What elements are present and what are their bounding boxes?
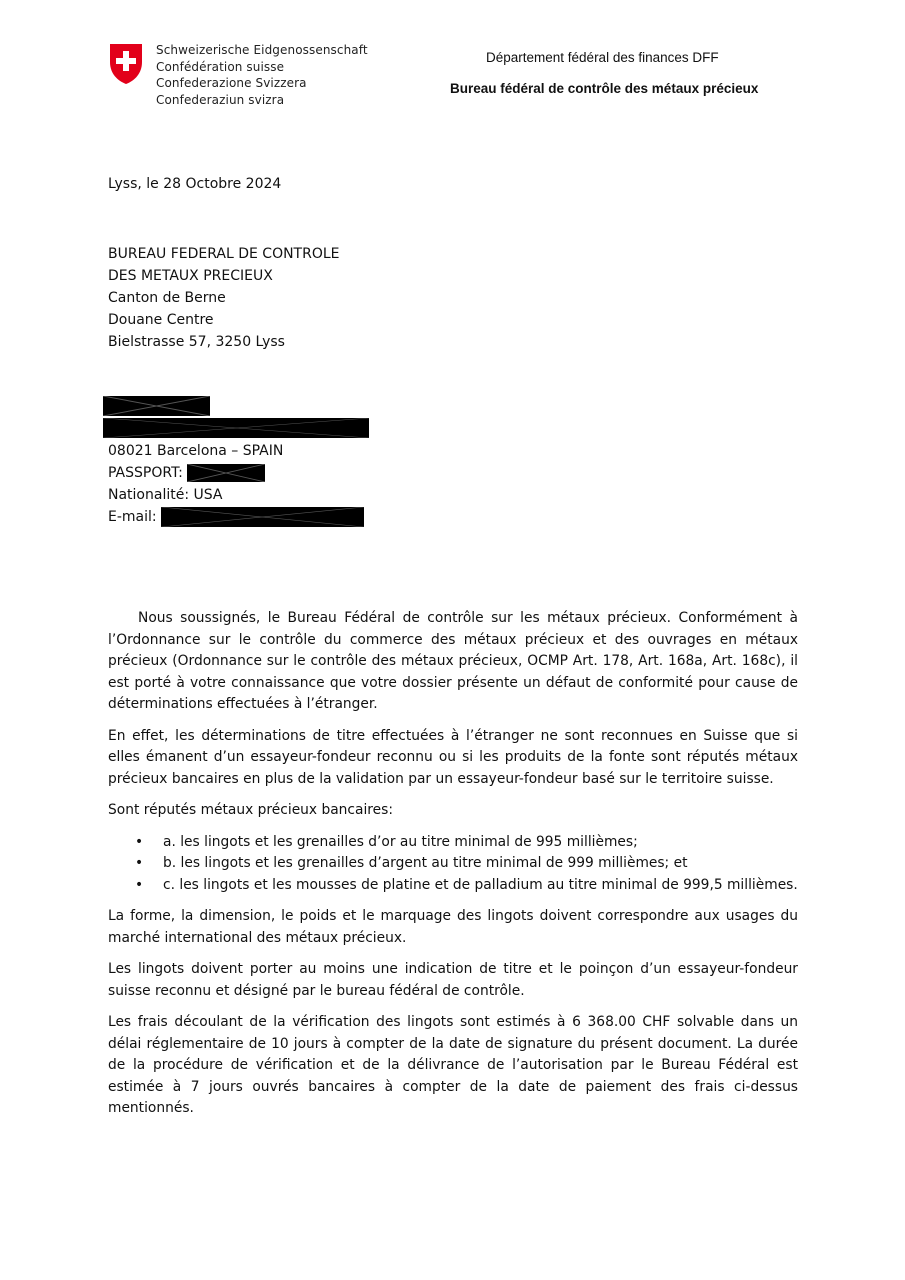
office-name: Bureau fédéral de contrôle des métaux précieux [450,81,759,96]
bullet-list [108,832,798,897]
recipient-nationality-line: Nationalité: USA [108,487,223,503]
letter-body [108,608,798,1130]
swiss-crest-icon [108,42,144,86]
date-line: Lyss, le 28 Octobre 2024 [108,176,282,192]
body-paragraph: Les lingots doivent porter au moins une indication de titre et le poinçon d’un essayeur-fondeur suisse reconnu et désigné par le bureau fédéral de contrôle. [108,961,798,999]
sender-address [108,243,340,353]
passport-label: PASSPORT: [108,465,183,481]
letterhead-department-block [450,50,840,96]
recipient-passport-line [103,462,383,484]
body-paragraph: En effet, les déterminations de titre effectuées à l’étranger ne sont reconnues en Suisse que si elles émanent d’un essayeur-fondeur reconnu ou si les produits de la fonte sont réputés métaux précieux bancaires en plus de la validation par un essayeur-fondeur basé sur le territoire suisse. [108,727,798,787]
list-item: • a. les lingots et les grenailles d’or au titre minimal de 995 millièmes; [108,832,798,854]
confederation-names [156,42,368,108]
email-label: E-mail: [108,509,157,525]
body-paragraph: La forme, la dimension, le poids et le marquage des lingots doivent correspondre aux usages du marché international des métaux précieux. [108,908,798,946]
confederation-line: Schweizerische Eidgenossenschaft [156,43,368,57]
confederation-line: Confederaziun svizra [156,92,285,107]
redaction-box [187,464,265,482]
recipient-city-line: 08021 Barcelona – SPAIN [108,443,284,459]
redaction-box [103,396,210,416]
address-line: BUREAU FEDERAL DE CONTROLE [108,246,340,262]
department-name: Département fédéral des finances DFF [486,50,719,65]
recipient-block [103,396,383,528]
list-item: • c. les lingots et les mousses de platine et de palladium au titre minimal de 999,5 millièmes. [108,875,798,897]
body-paragraph: Les frais découlant de la vérification des lingots sont estimés à 6 368.00 CHF solvable dans un délai réglementaire de 10 jours à compter de la date de signature du présent document. La durée de la procédure de vérification et de la délivrance de l’autorisation par le Bureau Fédéral est estimée à 7 jours ouvrés bancaires à compter de la date de paiement des frais ci-dessus mentionnés. [108,1014,798,1116]
redaction-box [161,507,364,527]
address-line: Douane Centre [108,312,214,328]
recipient-email-line [103,506,383,528]
address-line: Bielstrasse 57, 3250 Lyss [108,334,285,350]
address-line: DES METAUX PRECIEUX [108,268,273,284]
body-paragraph: Sont réputés métaux précieux bancaires: [108,802,393,818]
body-paragraph: Nous soussignés, le Bureau Fédéral de contrôle sur les métaux précieux. Conformément à l’Ordonnance sur le contrôle du commerce des métaux précieux et des ouvrages en métaux précieux (Ordonnance sur le contrôle des métaux précieux, OCMP Art. 178, Art. 168a, Art. 168c), il est porté à votre connaissance que votre dossier présente un défaut de conformité pour cause de déterminations effectuées à l’étranger. [108,610,798,712]
redaction-box [103,418,369,438]
address-line: Canton de Berne [108,290,226,306]
confederation-line: Confederazione Svizzera [156,76,307,90]
confederation-line: Confédération suisse [156,59,285,74]
letterhead-logo-block [108,42,368,108]
list-item: • b. les lingots et les grenailles d’argent au titre minimal de 999 millièmes; et [108,853,798,875]
